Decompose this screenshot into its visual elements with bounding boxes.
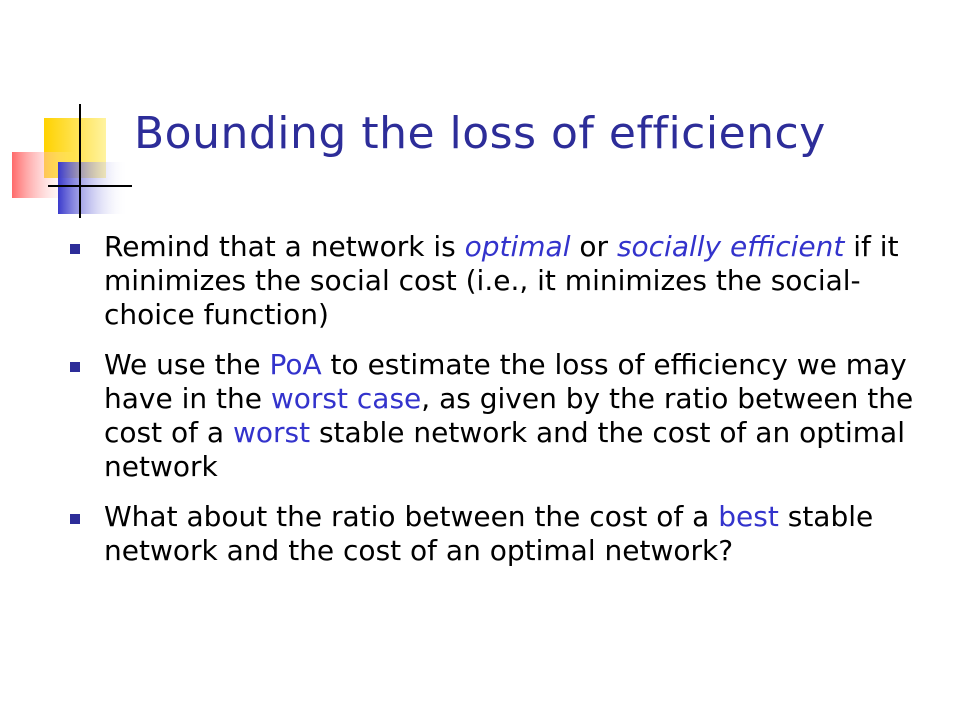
bullet-text: stable network and the cost of an optimal network [104,416,905,483]
highlighted-term: worst case [270,382,422,415]
bullet-text: stable network and the cost of an optimal network? [104,500,874,567]
highlighted-term: worst [232,416,311,449]
decorative-squares-graphic [0,0,140,230]
bullet-text: , as given by the ratio between the cost of a [104,382,914,449]
slide-title: Bounding the loss of efficiency [134,108,826,159]
highlighted-term: optimal [464,230,571,263]
highlighted-term: best [718,500,779,533]
bullet-text: We use the [104,348,270,381]
bullet-text: What about the ratio between the cost of a [104,500,719,533]
bullet-marker-icon [70,362,80,372]
bullet-item [70,500,930,568]
bullet-text: to estimate the loss of efficiency we may have in the [104,348,907,415]
bullet-item [70,230,930,332]
bullet-item [70,348,930,484]
highlighted-term: socially efficient [616,230,845,263]
bullet-text: Remind that a network is [104,230,465,263]
bullet-marker-icon [70,514,80,524]
bullet-text: if it minimizes the social cost (i.e., it minimizes the social-choice function) [104,230,899,331]
bullet-text: or [570,230,617,263]
bullet-marker-icon [70,244,80,254]
highlighted-term: PoA [269,348,322,381]
bullet-list [70,230,930,584]
